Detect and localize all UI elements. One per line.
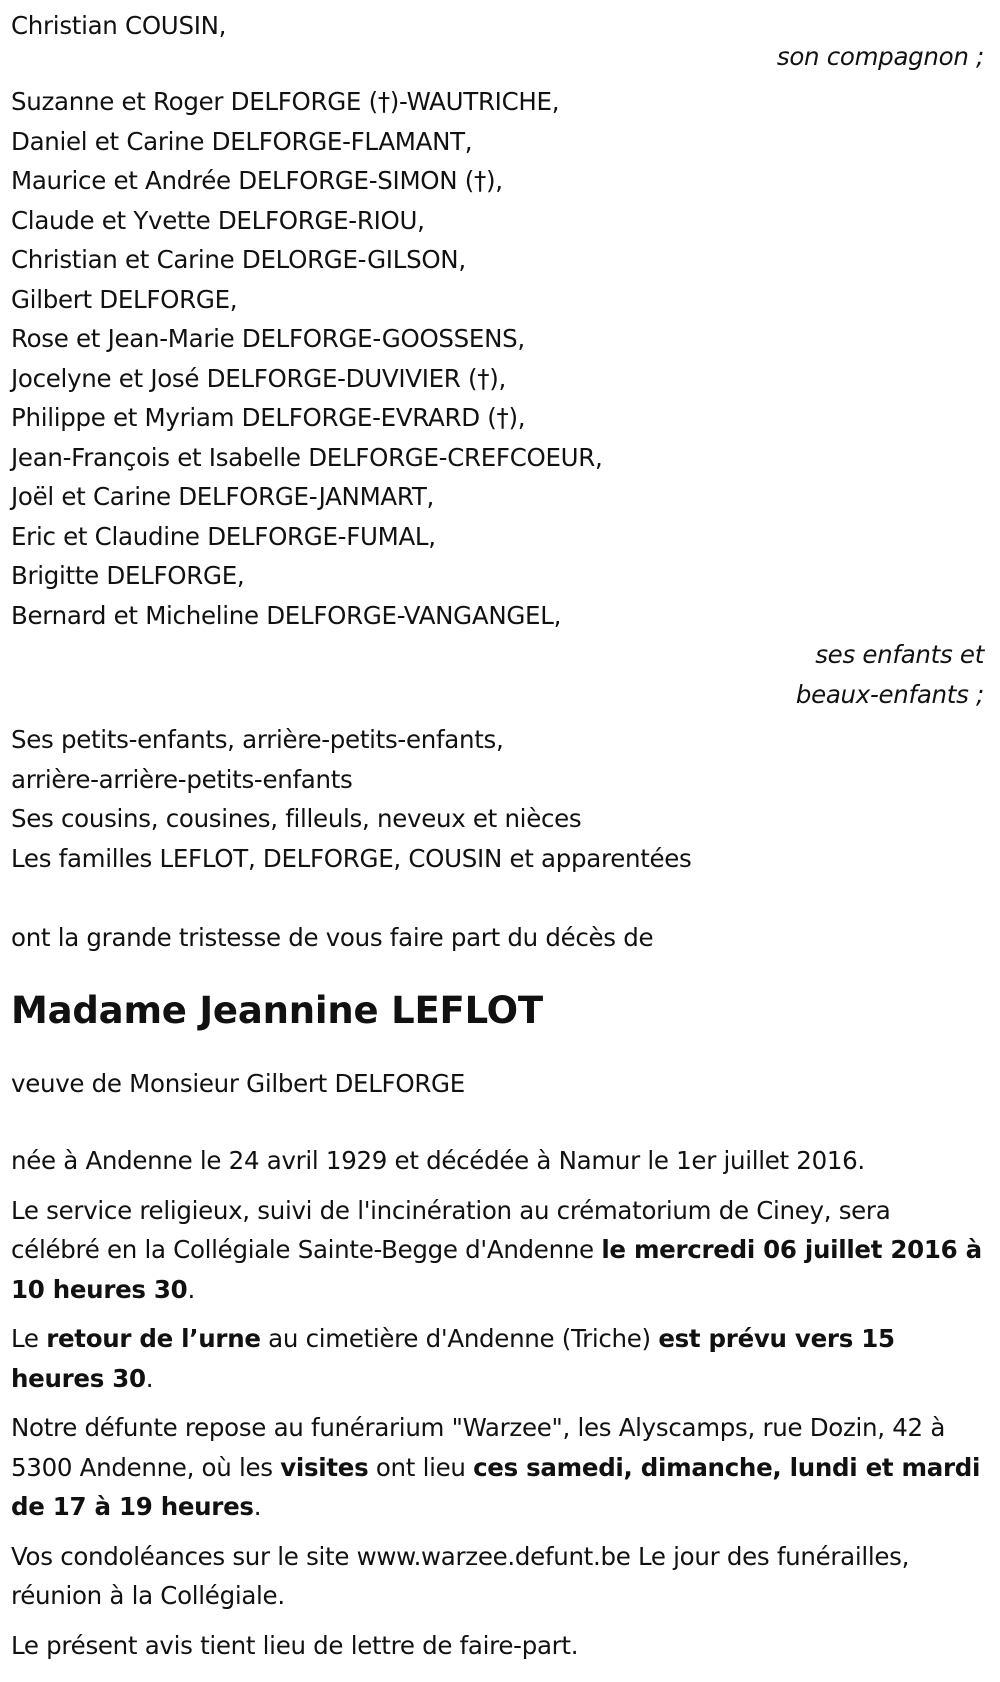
list-item: Maurice et Andrée DELFORGE-SIMON (†), xyxy=(11,166,503,195)
list-item: Eric et Claudine DELFORGE-FUMAL, xyxy=(11,521,436,551)
condolences-paragraph: Vos condoléances sur le site www.warzee.defunt.be Le jour des funérailles, réunion à la Collégiale. xyxy=(11,1541,910,1610)
list-item: arrière-arrière-petits-enfants xyxy=(11,764,353,794)
list-item: Christian et Carine DELORGE-GILSON, xyxy=(11,245,466,274)
visit-hours: ces samedi, dimanche, lundi et mardi de 17 à 19 heures xyxy=(11,1452,981,1521)
urn-time: est prévu vers 15 heures 30 xyxy=(11,1324,895,1393)
list-item: Philippe et Myriam DELFORGE-EVRARD (†), xyxy=(11,403,526,432)
visits-paragraph: Notre défunte repose au funérarium "Warzee", les Alyscamps, rue Dozin, 42 à 5300 Andenne, où les visites ont lieu ces samedi, dimanche, lundi et mardi de 17 à 19 heures. xyxy=(11,1413,981,1521)
birth-death: née à Andenne le 24 avril 1929 et décédée à Namur le 1er juillet 2016. xyxy=(11,1146,865,1175)
list-item: Ses cousins, cousines, filleuls, neveux et nièces xyxy=(11,804,582,833)
list-item: Jean-François et Isabelle DELFORGE-CREFCOEUR, xyxy=(11,442,603,472)
list-item: Suzanne et Roger DELFORGE (†)-WAUTRICHE, xyxy=(11,87,560,116)
list-item: Daniel et Carine DELFORGE-FLAMANT, xyxy=(11,126,473,156)
announcement-text: ont la grande tristesse de vous faire part du décès de xyxy=(11,923,654,952)
widow-of: veuve de Monsieur Gilbert DELFORGE xyxy=(11,1068,465,1098)
children-relation-line2: beaux-enfants ; xyxy=(795,679,984,709)
list-item: Claude et Yvette DELFORGE-RIOU, xyxy=(11,205,425,235)
list-item: Rose et Jean-Marie DELFORGE-GOOSSENS, xyxy=(11,324,525,353)
deceased-name: Madame Jeannine LEFLOT xyxy=(11,988,543,1032)
list-item: Ses petits-enfants, arrière-petits-enfants, xyxy=(11,725,504,754)
list-item: Jocelyne et José DELFORGE-DUVIVIER (†), xyxy=(11,363,506,393)
service-paragraph: Le service religieux, suivi de l'incinération au crématorium de Ciney, sera célébré en la Collégiale Sainte-Begge d'Andenne le mercredi 06 juillet 2016 à 10 heures 30. xyxy=(11,1195,982,1304)
service-date: le mercredi 06 juillet 2016 à 10 heures 30 xyxy=(11,1235,982,1304)
list-item: Bernard et Micheline DELFORGE-VANGANGEL, xyxy=(11,600,562,630)
list-item: Brigitte DELFORGE, xyxy=(11,561,245,590)
children-list xyxy=(11,82,986,635)
other-relatives xyxy=(11,720,986,878)
list-item: Les familles LEFLOT, DELFORGE, COUSIN et apparentées xyxy=(11,843,692,873)
urn-paragraph: Le retour de l’urne au cimetière d'Andenne (Triche) est prévu vers 15 heures 30. xyxy=(11,1324,895,1393)
children-relation-line1: ses enfants et xyxy=(815,640,984,669)
closing-paragraph: Le présent avis tient lieu de lettre de faire-part. xyxy=(11,1630,579,1660)
list-item: Gilbert DELFORGE, xyxy=(11,284,238,314)
list-item: Joël et Carine DELFORGE-JANMART, xyxy=(11,482,434,511)
companion-name: Christian COUSIN, xyxy=(11,11,227,40)
companion-relation: son compagnon ; xyxy=(776,41,984,71)
